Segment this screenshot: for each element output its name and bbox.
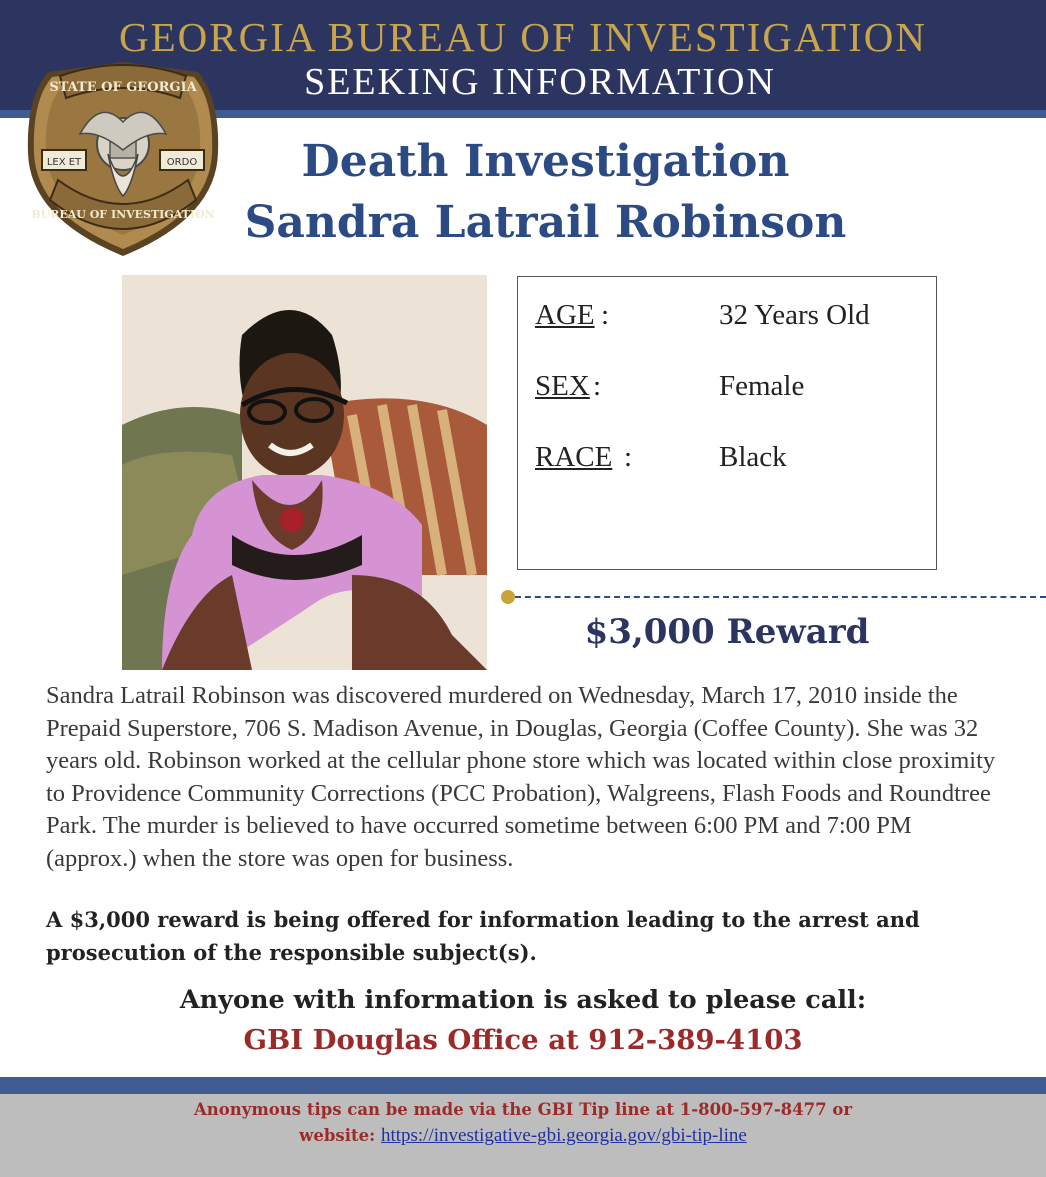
detail-row-race: RACE : Black	[535, 441, 787, 473]
agency-name: GEORGIA BUREAU OF INVESTIGATION	[119, 14, 927, 60]
detail-label: SEX	[535, 370, 590, 402]
victim-name-title: Sandra Latrail Robinson	[244, 197, 847, 248]
badge-bottom-text: BUREAU OF INVESTIGATION	[31, 208, 215, 221]
call-to-action: Anyone with information is asked to please call:	[179, 985, 867, 1015]
tip-line-text: Anonymous tips can be made via the GBI Tip line at 1-800-597-8477 or	[193, 1100, 853, 1119]
victim-photo	[122, 275, 487, 670]
footer	[0, 1094, 1046, 1177]
detail-row-age: AGE : 32 Years Old	[535, 299, 870, 331]
tip-website-line	[0, 1125, 1046, 1147]
tip-line-link[interactable]: https://investigative-gbi.georgia.gov/gbi-tip-line	[380, 1125, 747, 1146]
detail-label: AGE	[535, 299, 595, 331]
badge-left-ribbon-text: LEX ET	[46, 157, 82, 168]
badge-top-text: STATE OF GEORGIA	[49, 80, 197, 95]
contact-phone: GBI Douglas Office at 912-389-4103	[243, 1024, 803, 1056]
case-description: Sandra Latrail Robinson was discovered murdered on Wednesday, March 17, 2010 inside the Prepaid Superstore, 706 S. Madison Avenue, in Douglas, Georgia (Coffee County). She was 32 years old. Robinson worked at the cellular phone store which was located within close proximity to Providence Community Corrections (PCC Probation), Walgreens, Flash Foods and Roundtree Park. The murder is believed to have occurred sometime between 6:00 PM and 7:00 PM (approx.) when the store was open for business.	[46, 682, 996, 872]
divider-dot	[501, 590, 515, 604]
reward-amount: $3,000 Reward	[584, 612, 870, 652]
case-type-title: Death Investigation	[301, 136, 790, 187]
badge-right-ribbon-text: ORDO	[166, 157, 198, 168]
details-box	[517, 276, 937, 570]
detail-value: 32 Years Old	[719, 299, 870, 331]
dashed-divider	[515, 596, 1046, 598]
detail-value: Female	[719, 370, 805, 402]
footer-stripe	[0, 1077, 1046, 1094]
detail-value: Black	[719, 441, 787, 473]
reward-statement: A $3,000 reward is being offered for information leading to the arrest and prosecution of the responsible subject(s).	[46, 907, 920, 965]
detail-label: RACE	[535, 441, 613, 473]
website-label: website:	[299, 1126, 376, 1145]
seeking-information-heading: SEEKING INFORMATION	[304, 61, 776, 103]
detail-row-sex: SEX : Female	[535, 370, 805, 402]
